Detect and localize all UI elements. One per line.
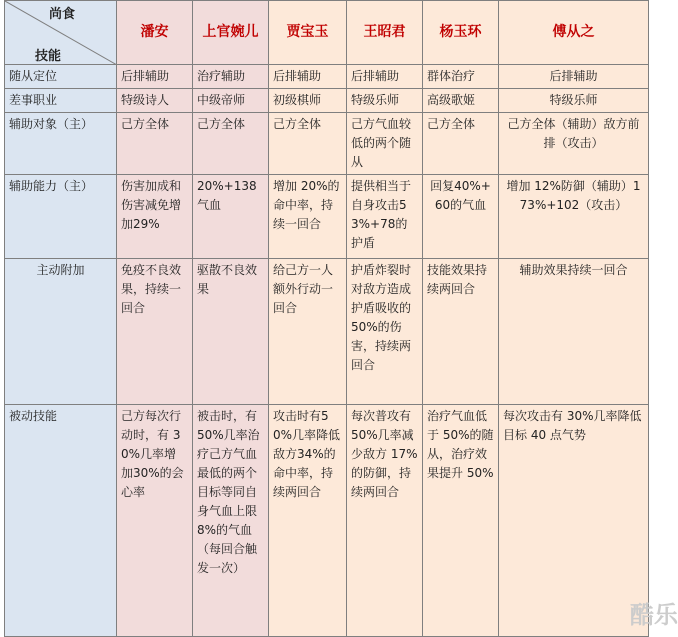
table-cell: 增加 12%防御（辅助）173%+102（攻击） [499,175,649,259]
hero-header-jia-baoyu: 贾宝玉 [269,1,347,65]
table-row [5,113,649,175]
table-cell: 后排辅助 [269,65,347,89]
table-cell: 后排辅助 [499,65,649,89]
row-label: 辅助能力（主） [5,175,117,259]
table-cell: 20%+138气血 [193,175,269,259]
table-cell: 每次攻击有 30%几率降低目标 40 点气势 [499,405,649,637]
table-cell: 后排辅助 [117,65,193,89]
table-row [5,405,649,637]
table-cell: 己方全体 [269,113,347,175]
table-cell: 给己方一人额外行动一回合 [269,259,347,405]
table-cell: 特级诗人 [117,89,193,113]
hero-header-pan-an: 潘安 [117,1,193,65]
table-cell: 己方全体 [423,113,499,175]
table-cell: 后排辅助 [347,65,423,89]
row-label: 差事职业 [5,89,117,113]
hero-header-yang-yuhuan: 杨玉环 [423,1,499,65]
row-label: 主动附加 [5,259,117,405]
table-cell: 己方气血较低的两个随从 [347,113,423,175]
table-cell: 技能效果持续两回合 [423,259,499,405]
header-row [5,1,649,65]
table-cell: 己方全体 [193,113,269,175]
hero-header-wang-zhaojun: 王昭君 [347,1,423,65]
table-cell: 增加 20%的命中率，持续一回合 [269,175,347,259]
table-cell: 被击时，有 50%几率治疗己方气血最低的两个目标等同自身气血上限 8%的气血（每回合触发一次） [193,405,269,637]
table-row [5,65,649,89]
companion-skill-table [4,0,649,637]
table-cell: 群体治疗 [423,65,499,89]
table-cell: 回复40%+60的气血 [423,175,499,259]
table-row [5,89,649,113]
hero-header-shangguan-waner: 上官婉儿 [193,1,269,65]
table-cell: 治疗辅助 [193,65,269,89]
corner-top-label: 尚食 [49,7,76,22]
table-cell: 初级棋师 [269,89,347,113]
table-cell: 攻击时有50%几率降低敌方34%的命中率，持续两回合 [269,405,347,637]
table-cell: 提供相当于自身攻击53%+78的护盾 [347,175,423,259]
table-cell: 每次普攻有 50%几率减少敌方 17%的防御，持续两回合 [347,405,423,637]
table-cell: 特级乐师 [347,89,423,113]
corner-bottom-label: 技能 [35,49,62,64]
table-cell: 己方全体 [117,113,193,175]
table-cell: 特级乐师 [499,89,649,113]
table-row [5,175,649,259]
table-cell: 护盾炸裂时对敌方造成护盾吸收的50%的伤害，持续两回合 [347,259,423,405]
watermark-logo: 酷乐 [630,601,678,629]
corner-header-cell [5,1,117,65]
table-cell: 免疫不良效果，持续一回合 [117,259,193,405]
table-cell: 高级歌姬 [423,89,499,113]
table-cell: 己方每次行动时，有 30%几率增加30%的会心率 [117,405,193,637]
hero-header-fu-congzhi: 傅从之 [499,1,649,65]
table-cell: 治疗气血低于 50%的随从，治疗效果提升 50% [423,405,499,637]
row-label: 随从定位 [5,65,117,89]
table-cell: 伤害加成和伤害减免增加29% [117,175,193,259]
table-cell: 己方全体（辅助）敌方前排（攻击） [499,113,649,175]
table-cell: 辅助效果持续一回合 [499,259,649,405]
row-label: 辅助对象（主） [5,113,117,175]
table-cell: 驱散不良效果 [193,259,269,405]
row-label: 被动技能 [5,405,117,637]
table-cell: 中级帝师 [193,89,269,113]
table-row [5,259,649,405]
